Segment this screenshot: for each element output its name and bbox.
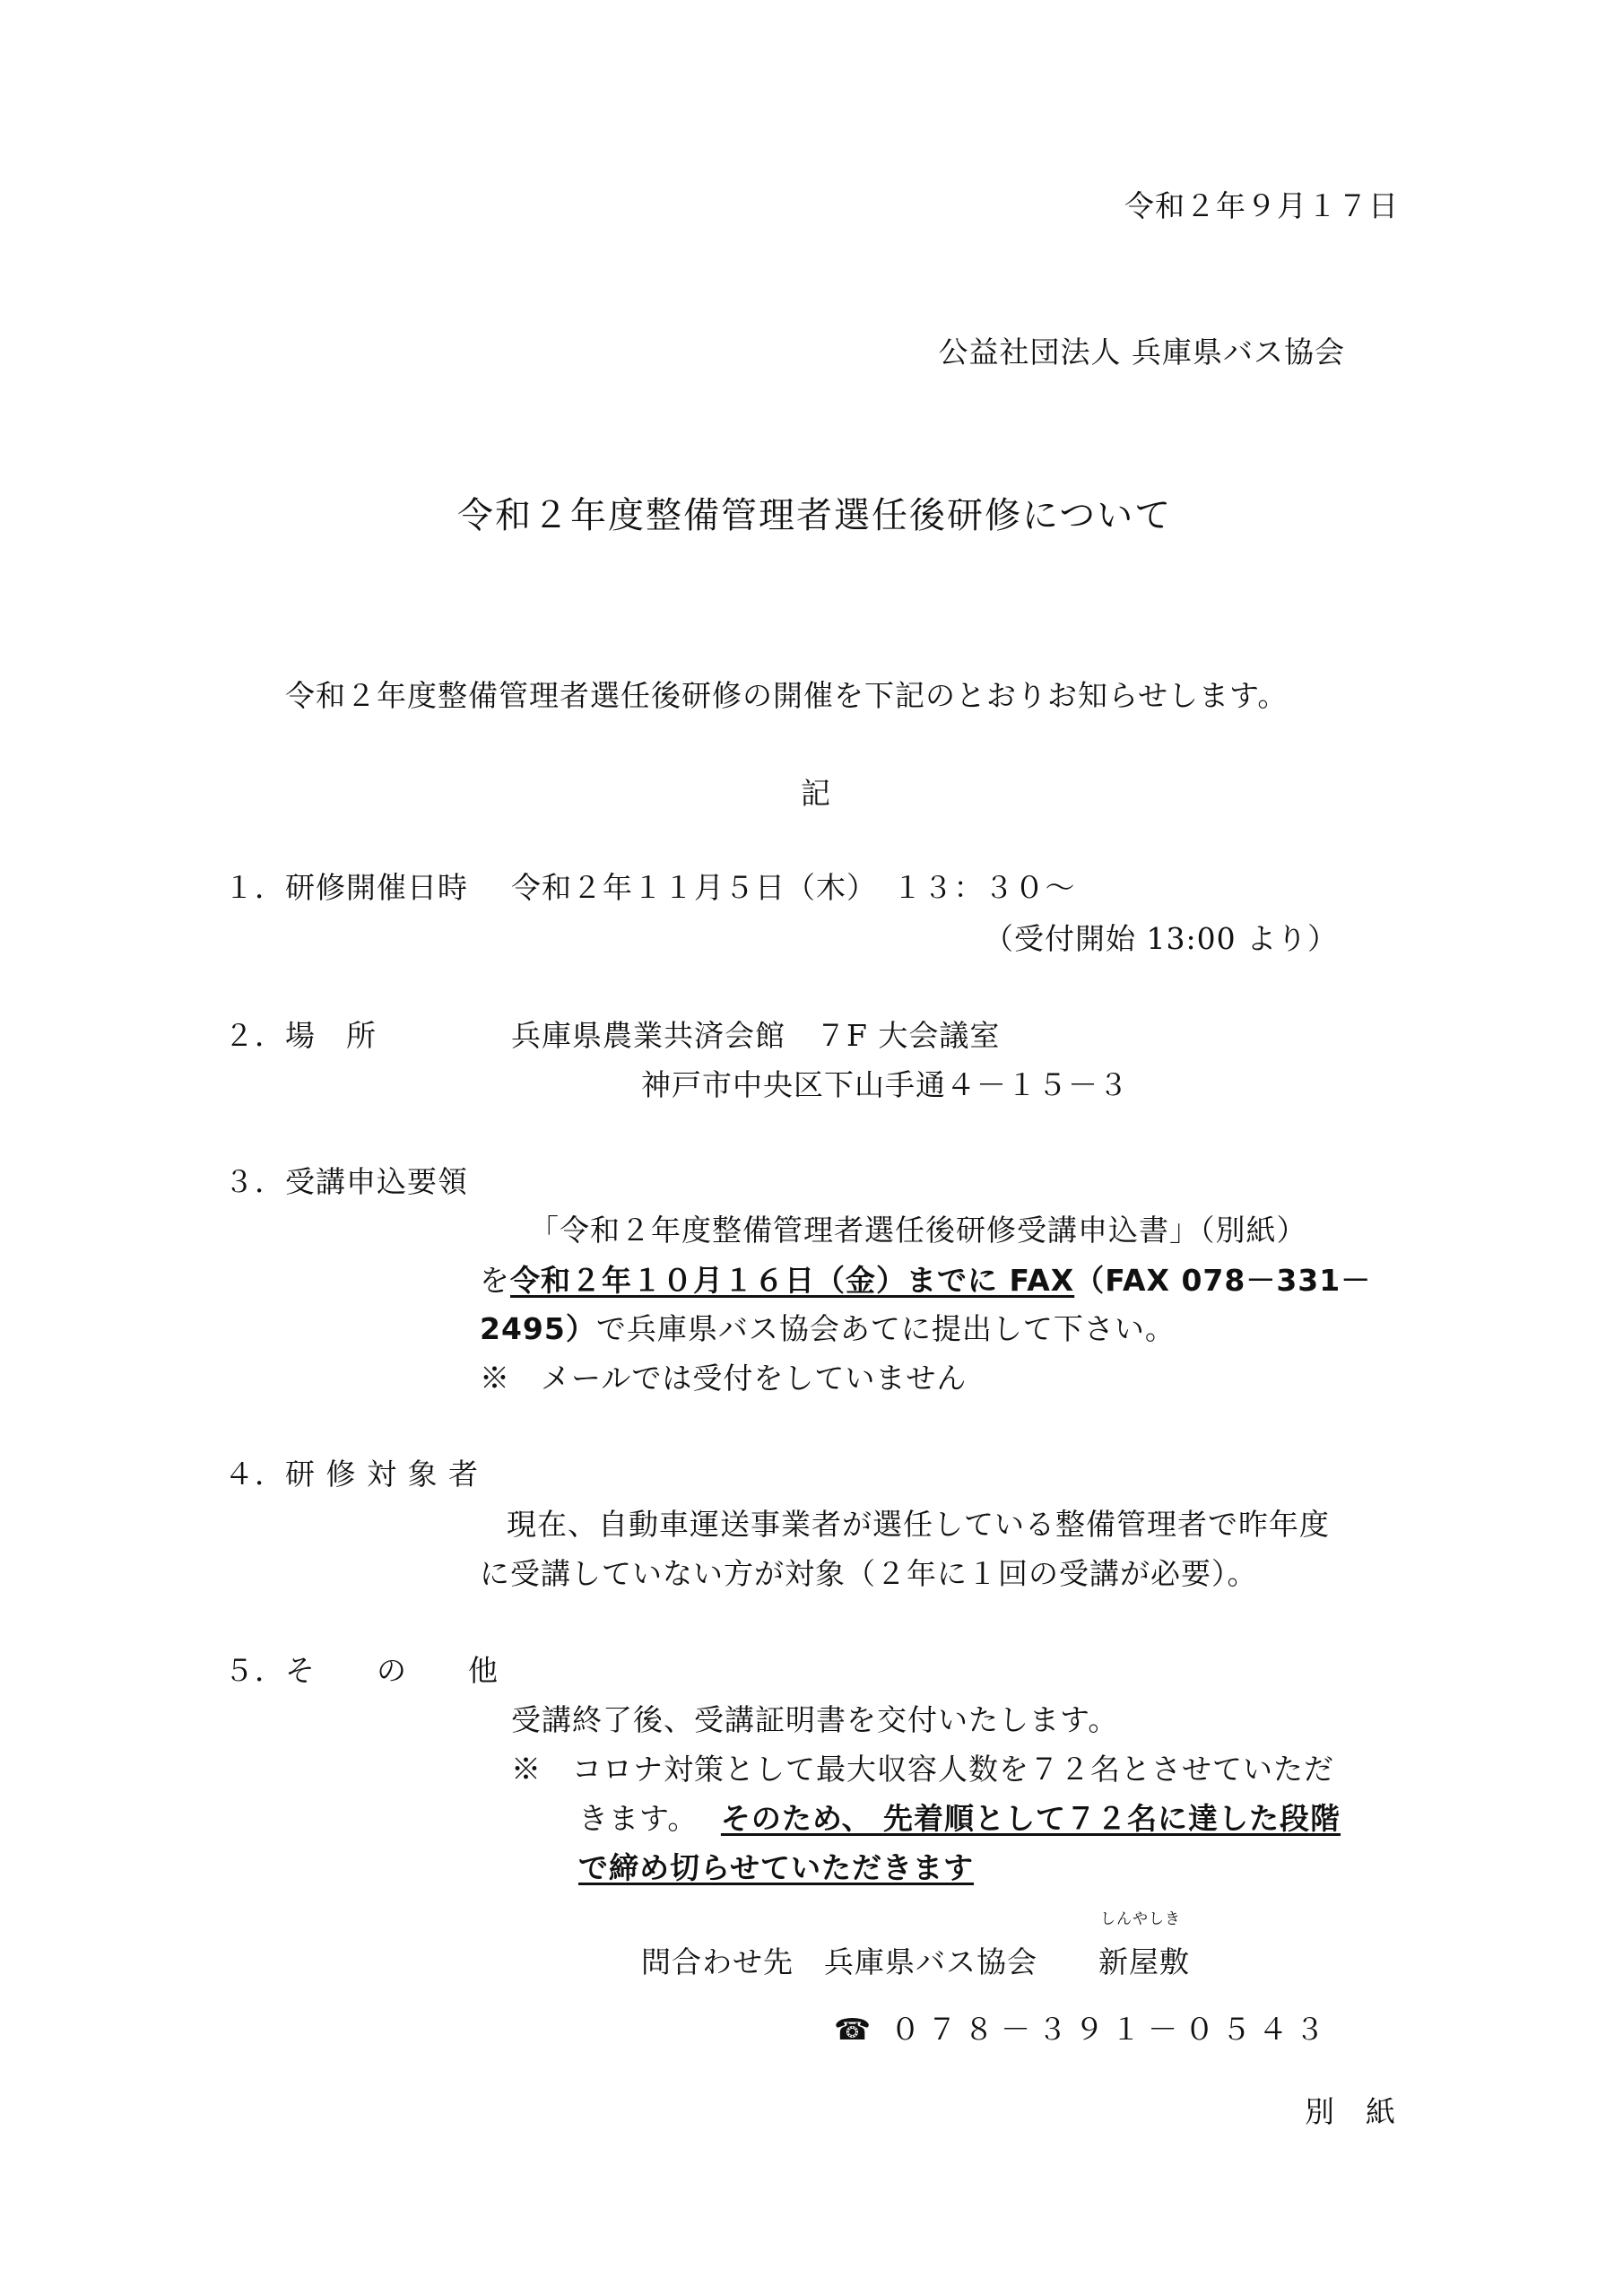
item-place-address: 神戸市中央区下山手通４－１５－３: [641, 1067, 1129, 1102]
intro-text: 令和２年度整備管理者選任後研修の開催を下記のとおりお知らせします。: [285, 678, 1289, 713]
contact-phone-line: [834, 2012, 1332, 2048]
issue-date: 令和２年９月１７日: [1124, 188, 1399, 223]
item-application-label: ３．受講申込要領: [224, 1164, 468, 1199]
phone-icon: ☎: [834, 2012, 879, 2047]
contact-label: 問合わせ先 兵庫県バス協会: [641, 1944, 1037, 1979]
issuer-organization: 公益社団法人 兵庫県バス協会: [938, 335, 1345, 370]
target-line1: 現在、自動車運送事業者が選任している整備管理者で昨年度: [507, 1507, 1330, 1542]
application-note: ※ メールでは受付をしていません: [480, 1361, 968, 1396]
contact-name-ruby: しんやしき: [1100, 1910, 1181, 1928]
item-datetime-label: １．研修開催日時: [224, 870, 468, 905]
attachment-note: 別 紙: [1305, 2094, 1396, 2129]
contact-phone: ０７８－３９１－０５４３: [890, 2012, 1332, 2047]
item-place-label: ２．場 所: [224, 1018, 377, 1053]
document-title: 令和２年度整備管理者選任後研修について: [457, 495, 1173, 536]
application-fax-number: （FAX 078－331－: [1074, 1263, 1372, 1298]
contact-name: 新屋敷: [1098, 1944, 1190, 1979]
ki-marker: 記: [801, 776, 831, 811]
application-line3: [480, 1311, 1176, 1347]
application-deadline: 令和２年１０月１６日（金）までに FAX: [510, 1263, 1075, 1298]
application-fax-number-end: 2495）: [480, 1311, 596, 1346]
other-line3-bold: そのため、 先着順として７２名に達した段階: [720, 1801, 1341, 1836]
application-line2: [480, 1263, 1371, 1299]
item-datetime-note: （受付開始 13:00 より）: [984, 921, 1339, 956]
item-place-venue: 兵庫県農業共済会館 ７F 大会議室: [511, 1018, 1001, 1053]
other-line3: [578, 1801, 1341, 1837]
item-other-label: ５．そ の 他: [224, 1653, 499, 1688]
other-line2: ※ コロナ対策として最大収容人数を７２名とさせていただ: [511, 1752, 1334, 1787]
application-submit-text: で兵庫県バス協会あてに提出して下さい。: [595, 1311, 1176, 1346]
other-line4-bold: で締め切らせていただきます: [578, 1850, 975, 1885]
item-target-label: ４．研 修 対 象 者: [224, 1457, 479, 1492]
other-line3-plain: きます。: [578, 1801, 699, 1836]
application-line1: 「令和２年度整備管理者選任後研修受講申込書」（別紙）: [529, 1213, 1307, 1248]
application-line2-prefix: を: [480, 1263, 510, 1298]
target-line2: に受講していない方が対象（２年に１回の受講が必要）。: [480, 1556, 1258, 1591]
other-line1: 受講終了後、受講証明書を交付いたします。: [511, 1702, 1119, 1737]
item-datetime-value: 令和２年１１月５日（木） １３：３０～: [511, 870, 1076, 905]
